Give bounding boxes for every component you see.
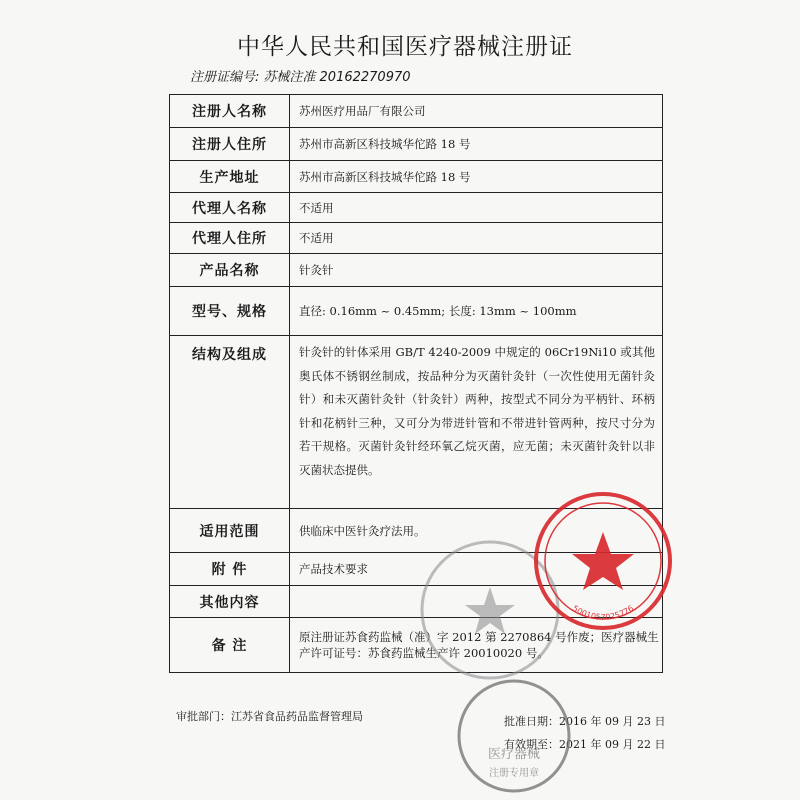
row-value: 原注册证苏食药监械（准）字 2012 第 2270864 号作废；医疗器械生产许可证号：苏食药监械生产许 20010020 号。 [290, 618, 663, 673]
row-label: 代理人名称 [170, 193, 290, 223]
row-label: 型号、规格 [170, 287, 290, 336]
row-value: 针灸针 [290, 254, 663, 287]
row-label: 注册人住所 [170, 128, 290, 161]
row-label: 产品名称 [170, 254, 290, 287]
row-value: 苏州医疗用品厂有限公司 [290, 95, 663, 128]
row-label: 注册人名称 [170, 95, 290, 128]
authority-value: 江苏省食品药品监督管理局 [231, 710, 363, 723]
row-value: 苏州市高新区科技城华佗路 18 号 [290, 128, 663, 161]
registration-number [190, 66, 411, 85]
row-value: 供临床中医针灸疗法用。 [290, 509, 663, 553]
document-title: 中华人民共和国医疗器械注册证 [237, 34, 573, 60]
table-row [170, 193, 663, 223]
svg-text:5001057025776 [571, 604, 635, 622]
expiry-date-label: 有效期至： [504, 738, 559, 751]
table-row [170, 336, 663, 509]
row-label: 其他内容 [170, 586, 290, 618]
row-value: 产品技术要求 [290, 553, 663, 586]
row-value: 苏州市高新区科技城华佗路 18 号 [290, 161, 663, 193]
authority-label: 审批部门： [176, 710, 231, 723]
approval-date-value: 2016 年 09 月 23 日 [559, 715, 666, 728]
row-label: 生产地址 [170, 161, 290, 193]
row-value: 不适用 [290, 193, 663, 223]
row-label: 附 件 [170, 553, 290, 586]
table-row [170, 95, 663, 128]
table-row [170, 161, 663, 193]
expiry-date-value: 2021 年 09 月 22 日 [559, 738, 666, 751]
row-label: 结构及组成 [170, 336, 290, 509]
row-label: 适用范围 [170, 509, 290, 553]
red-seal-number: 5001057025776 [570, 603, 636, 622]
table-row [170, 254, 663, 287]
bottom-seal-line1: 医疗器械 [487, 747, 541, 762]
bottom-seal-line2: 注册专用章 [489, 768, 539, 779]
table-row [170, 287, 663, 336]
registration-number-label: 注册证编号: [190, 70, 260, 85]
registration-number-value: 苏械注准 20162270970 [263, 70, 411, 85]
row-label: 代理人住所 [170, 223, 290, 254]
approval-date-label: 批准日期： [504, 715, 559, 728]
row-label: 备 注 [170, 618, 290, 673]
table-row [170, 223, 663, 254]
row-value: 针灸针的针体采用 GB/T 4240-2009 中规定的 06Cr19Ni10 或其他奥氏体不锈钢丝制成，按品种分为灭菌针灸针（一次性使用无菌针灸针）和未灭菌针灸针（针灸针）两种，按型式不同分为平柄针、环柄针和花柄针三种，又可分为带进针管和不带进针管两种，按尺寸分为若干规格。灭菌针灸针经环氧乙烷灭菌，应无菌；未灭菌针灸针以非灭菌状态提供。 [290, 336, 663, 509]
row-value: 不适用 [290, 223, 663, 254]
official-registration-seal [454, 676, 574, 796]
red-company-seal [528, 486, 678, 636]
table-row [170, 128, 663, 161]
row-value: 直径: 0.16mm ~ 0.45mm; 长度: 13mm ~ 100mm [290, 287, 663, 336]
approval-authority [176, 708, 363, 724]
